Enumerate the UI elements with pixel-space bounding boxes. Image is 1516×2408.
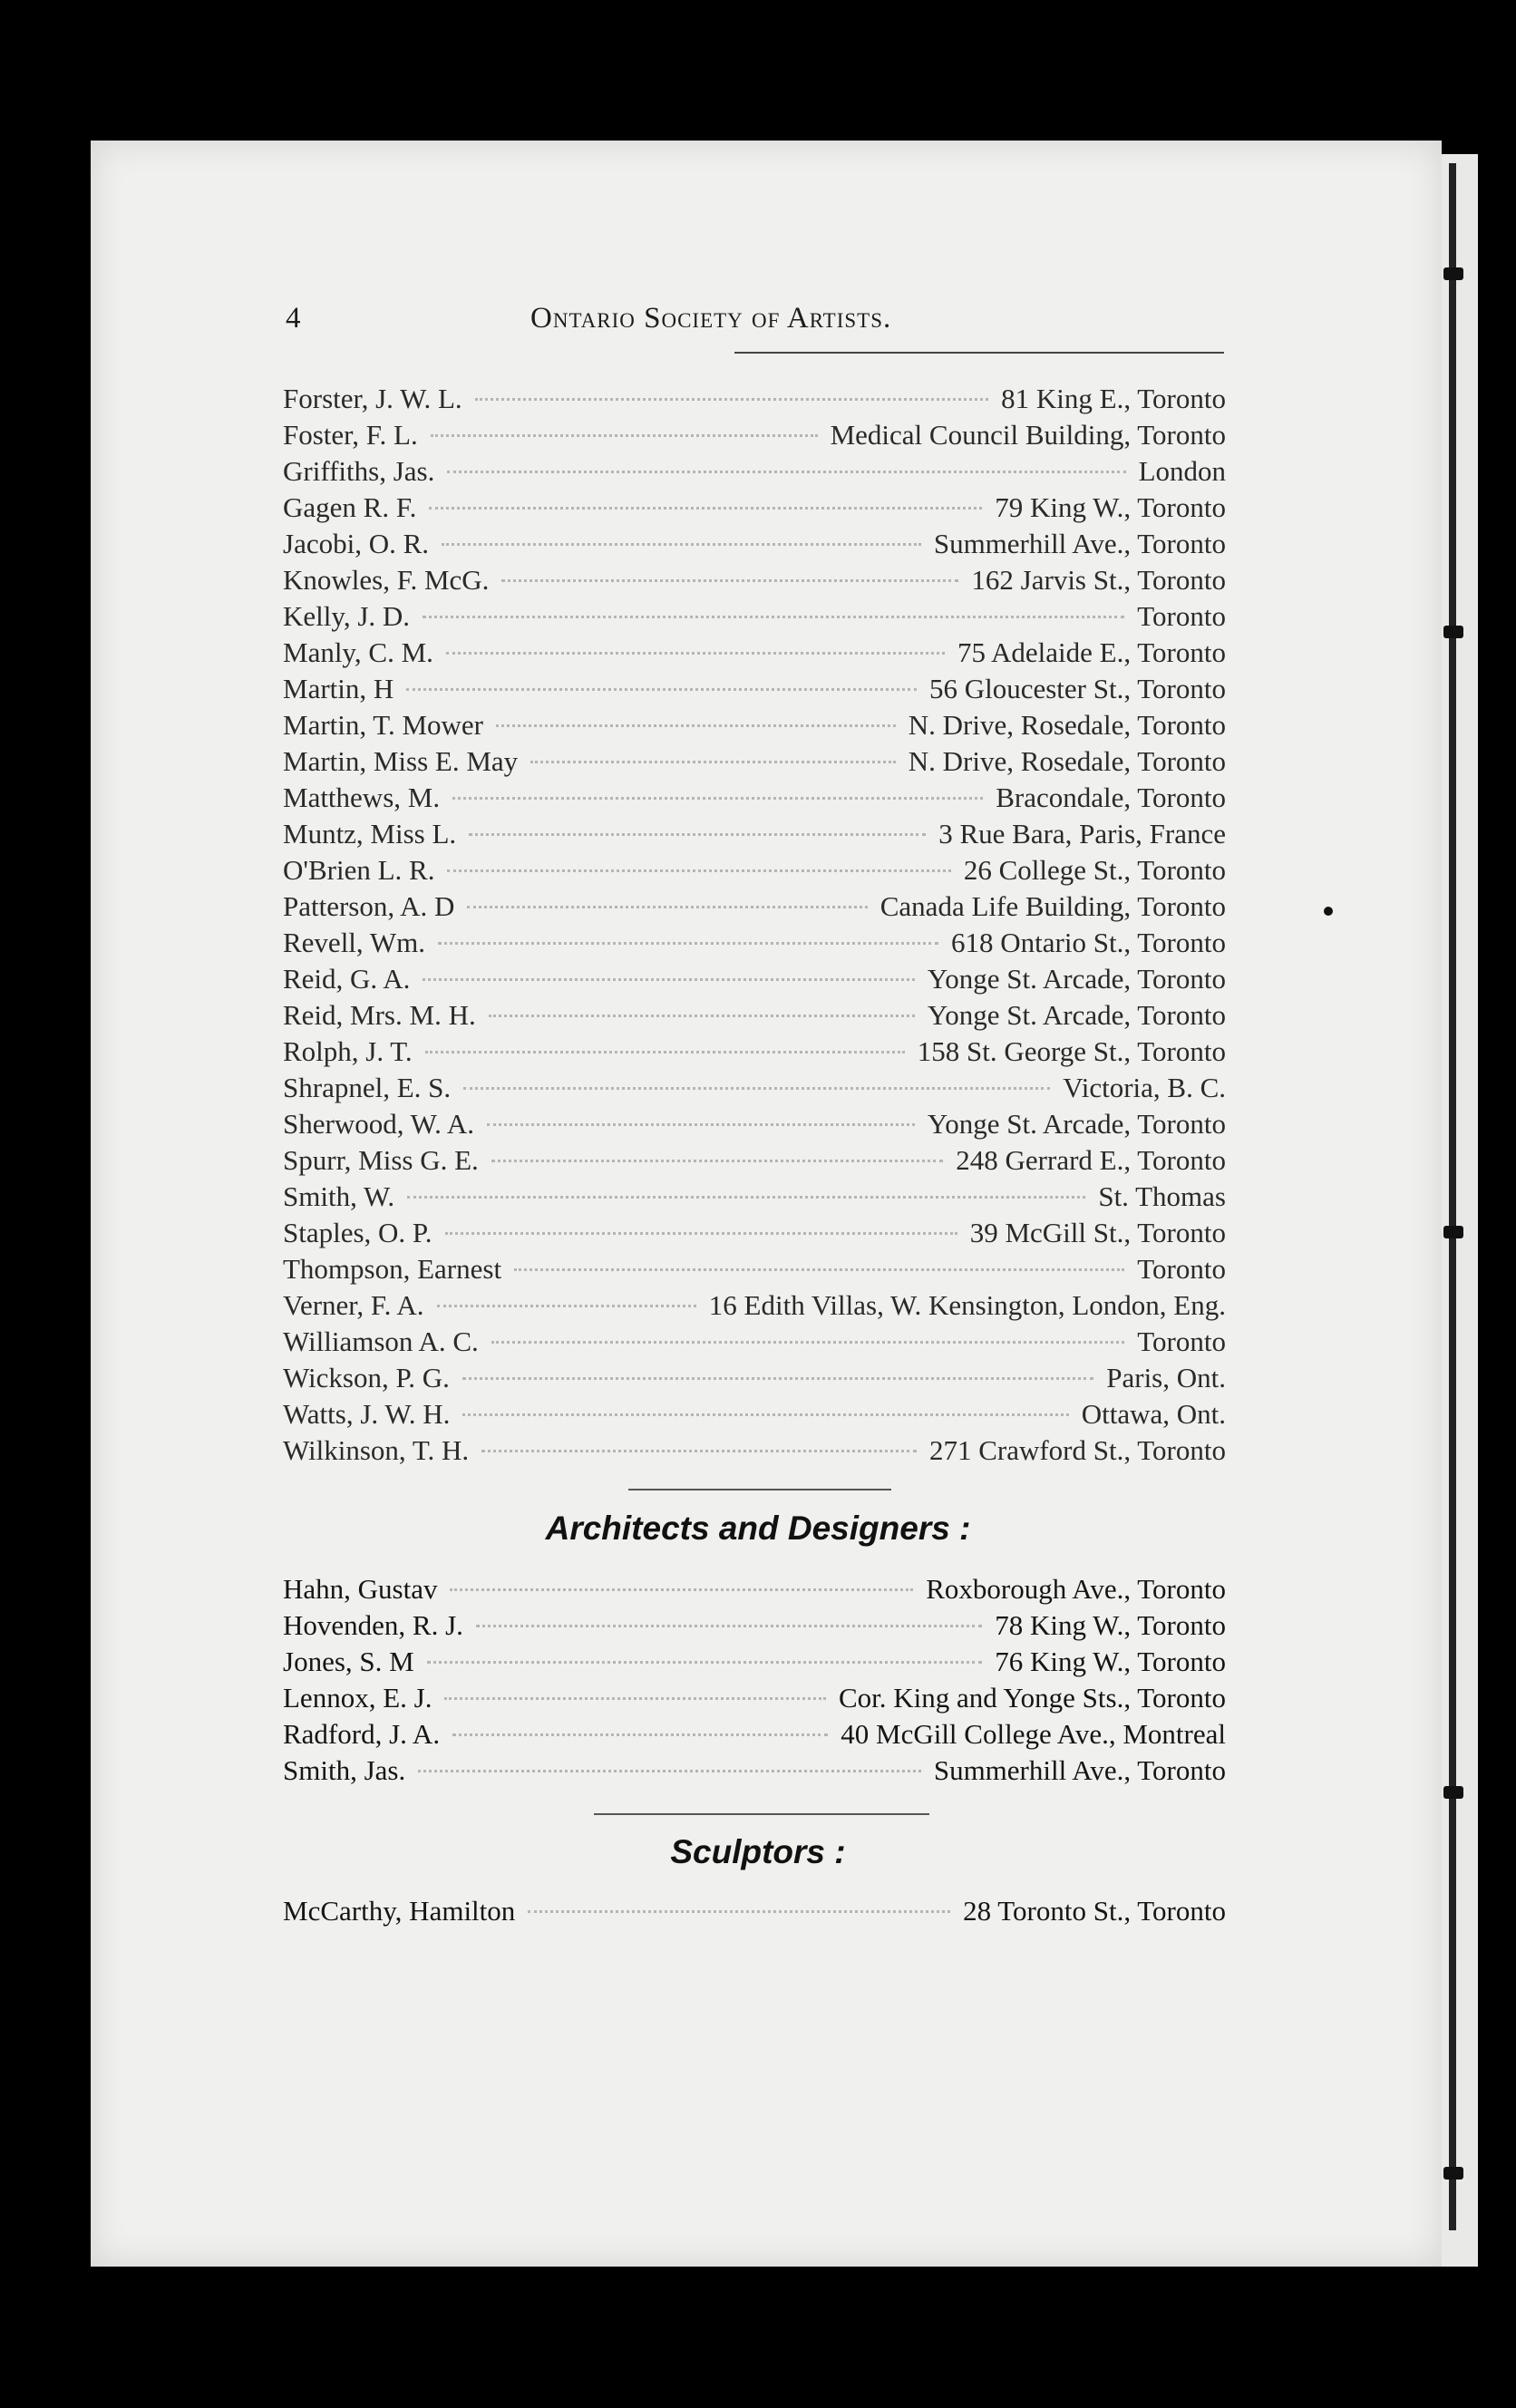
directory-entry bbox=[283, 961, 1226, 997]
section-divider bbox=[594, 1813, 929, 1815]
entry-name: Forster, J. W. L. bbox=[283, 383, 462, 414]
entry-address: 271 Crawford St., Toronto bbox=[928, 1434, 1226, 1466]
directory-entry bbox=[283, 1680, 1226, 1716]
leader-dots bbox=[431, 433, 818, 437]
leader-dots bbox=[475, 397, 988, 401]
entry-name: Sherwood, W. A. bbox=[283, 1108, 474, 1140]
entry-name: Kelly, J. D. bbox=[283, 600, 411, 632]
leader-dots bbox=[452, 796, 983, 800]
entry-address: Yonge St. Arcade, Toronto bbox=[927, 963, 1226, 995]
leader-dots bbox=[429, 506, 982, 510]
header-rule bbox=[734, 352, 1224, 354]
leader-dots bbox=[437, 1304, 696, 1307]
directory-entry bbox=[283, 1287, 1226, 1324]
entry-name: Martin, T. Mower bbox=[283, 709, 483, 741]
entry-name: Revell, Wm. bbox=[283, 927, 425, 958]
leader-dots bbox=[462, 1413, 1068, 1416]
entry-address: St. Thomas bbox=[1098, 1180, 1226, 1212]
entry-address: Roxborough Ave., Toronto bbox=[926, 1573, 1226, 1605]
entry-name: Hahn, Gustav bbox=[283, 1573, 438, 1605]
directory-entry bbox=[283, 562, 1226, 598]
leader-dots bbox=[487, 1122, 915, 1126]
leader-dots bbox=[528, 1909, 950, 1913]
entry-address: 79 King W., Toronto bbox=[995, 491, 1226, 523]
leader-dots bbox=[445, 1231, 957, 1235]
entry-address: 162 Jarvis St., Toronto bbox=[971, 564, 1226, 596]
entry-name: Spurr, Miss G. E. bbox=[283, 1144, 479, 1176]
entry-name: Wilkinson, T. H. bbox=[283, 1434, 470, 1466]
entry-address: Yonge St. Arcade, Toronto bbox=[927, 999, 1226, 1031]
leader-dots bbox=[452, 1733, 828, 1736]
entry-name: Patterson, A. D bbox=[283, 890, 455, 922]
entry-name: McCarthy, Hamilton bbox=[283, 1895, 516, 1927]
leader-dots bbox=[406, 687, 917, 691]
entry-name: Staples, O. P. bbox=[283, 1217, 432, 1248]
entry-name: Thompson, Earnest bbox=[283, 1253, 502, 1285]
page-number: 4 bbox=[286, 302, 302, 335]
entry-name: Radford, J. A. bbox=[283, 1718, 441, 1750]
leader-dots bbox=[491, 1159, 944, 1162]
directory-entry bbox=[283, 381, 1226, 417]
artists-list bbox=[283, 381, 1226, 1469]
entry-address: Toronto bbox=[1137, 1253, 1226, 1285]
leader-dots bbox=[496, 723, 896, 727]
directory-entry bbox=[283, 780, 1226, 816]
architects-list bbox=[283, 1571, 1226, 1789]
entry-name: Jones, S. M bbox=[283, 1646, 414, 1677]
entry-name: Matthews, M. bbox=[283, 782, 441, 813]
entry-address: N. Drive, Rosedale, Toronto bbox=[908, 709, 1226, 741]
entry-address: Medical Council Building, Toronto bbox=[830, 419, 1226, 451]
leader-dots bbox=[481, 1449, 917, 1452]
entry-address: Toronto bbox=[1137, 1325, 1226, 1357]
entry-address: Victoria, B. C. bbox=[1063, 1072, 1226, 1103]
leader-dots bbox=[469, 832, 926, 836]
entry-address: 81 King E., Toronto bbox=[1001, 383, 1226, 414]
entry-name: Verner, F. A. bbox=[283, 1289, 424, 1321]
entry-name: Knowles, F. McG. bbox=[283, 564, 490, 596]
entry-address: 3 Rue Bara, Paris, France bbox=[938, 818, 1226, 850]
binding-edge bbox=[1442, 154, 1478, 2267]
binding-stitch bbox=[1443, 626, 1463, 638]
directory-entry bbox=[283, 816, 1226, 852]
leader-dots bbox=[462, 1376, 1093, 1380]
entry-name: Smith, W. bbox=[283, 1180, 395, 1212]
entry-name: Shrapnel, E. S. bbox=[283, 1072, 452, 1103]
entry-name: Martin, H bbox=[283, 673, 394, 704]
leader-dots bbox=[446, 651, 945, 655]
leader-dots bbox=[463, 1086, 1050, 1090]
running-title: Ontario Society of Artists. bbox=[530, 302, 892, 335]
binding-stitch bbox=[1443, 267, 1463, 280]
leader-dots bbox=[418, 1769, 921, 1772]
entry-address: Ottawa, Ont. bbox=[1081, 1398, 1226, 1430]
entry-name: Foster, F. L. bbox=[283, 419, 418, 451]
leader-dots bbox=[476, 1624, 982, 1627]
directory-entry bbox=[283, 997, 1226, 1034]
directory-entry bbox=[283, 888, 1226, 925]
entry-name: Lennox, E. J. bbox=[283, 1682, 432, 1714]
entry-address: 158 St. George St., Toronto bbox=[917, 1035, 1226, 1067]
entry-address: Paris, Ont. bbox=[1106, 1362, 1226, 1393]
entry-name: Williamson A. C. bbox=[283, 1325, 479, 1357]
entry-name: O'Brien L. R. bbox=[283, 854, 435, 886]
entry-address: Bracondale, Toronto bbox=[996, 782, 1226, 813]
entry-name: Martin, Miss E. May bbox=[283, 745, 519, 777]
entry-address: Yonge St. Arcade, Toronto bbox=[927, 1108, 1226, 1140]
entry-address: 618 Ontario St., Toronto bbox=[951, 927, 1226, 958]
entry-address: 78 King W., Toronto bbox=[995, 1609, 1226, 1641]
ink-speck bbox=[1324, 907, 1333, 916]
entry-address: Summerhill Ave., Toronto bbox=[933, 1754, 1226, 1786]
leader-dots bbox=[450, 1588, 913, 1591]
directory-entry bbox=[283, 1893, 1226, 1929]
directory-entry bbox=[283, 1644, 1226, 1680]
leader-dots bbox=[427, 1660, 983, 1664]
architects-heading: Architects and Designers : bbox=[545, 1510, 971, 1547]
binding-stitch bbox=[1443, 2167, 1463, 2180]
entry-name: Watts, J. W. H. bbox=[283, 1398, 451, 1430]
directory-entry bbox=[283, 1179, 1226, 1215]
leader-dots bbox=[447, 470, 1125, 473]
directory-entry bbox=[283, 453, 1226, 490]
leader-dots bbox=[501, 578, 958, 582]
sculptors-list bbox=[283, 1893, 1226, 1929]
entry-name: Reid, G. A. bbox=[283, 963, 411, 995]
binding-stitch bbox=[1443, 1786, 1463, 1799]
entry-address: 39 McGill St., Toronto bbox=[969, 1217, 1226, 1248]
binding-stitch bbox=[1443, 1226, 1463, 1238]
entry-address: Summerhill Ave., Toronto bbox=[933, 528, 1226, 559]
directory-entry bbox=[283, 1360, 1226, 1396]
leader-dots bbox=[425, 1050, 905, 1054]
leader-dots bbox=[442, 542, 921, 546]
directory-entry bbox=[283, 1607, 1226, 1644]
directory-entry bbox=[283, 1396, 1226, 1432]
sculptors-heading: Sculptors : bbox=[670, 1833, 846, 1870]
leader-dots bbox=[423, 615, 1124, 618]
entry-address: 76 King W., Toronto bbox=[995, 1646, 1226, 1677]
entry-address: 56 Gloucester St., Toronto bbox=[928, 673, 1226, 704]
entry-name: Rolph, J. T. bbox=[283, 1035, 413, 1067]
entry-name: Manly, C. M. bbox=[283, 636, 433, 668]
entry-name: Reid, Mrs. M. H. bbox=[283, 999, 476, 1031]
leader-dots bbox=[438, 941, 938, 945]
directory-entry bbox=[283, 598, 1226, 635]
directory-entry bbox=[283, 1215, 1226, 1251]
leader-dots bbox=[423, 977, 915, 981]
directory-entry bbox=[283, 1432, 1226, 1469]
page-header bbox=[286, 302, 1224, 347]
entry-address: 16 Edith Villas, W. Kensington, London, Eng. bbox=[708, 1289, 1226, 1321]
entry-name: Gagen R. F. bbox=[283, 491, 417, 523]
directory-entry bbox=[283, 1716, 1226, 1753]
entry-address: 248 Gerrard E., Toronto bbox=[956, 1144, 1226, 1176]
directory-entry bbox=[283, 1324, 1226, 1360]
entry-address: 75 Adelaide E., Toronto bbox=[957, 636, 1226, 668]
entry-name: Muntz, Miss L. bbox=[283, 818, 457, 850]
directory-entry bbox=[283, 852, 1226, 888]
leader-dots bbox=[530, 760, 896, 763]
directory-entry bbox=[283, 1034, 1226, 1070]
entry-address: Cor. King and Yonge Sts., Toronto bbox=[838, 1682, 1226, 1714]
directory-entry bbox=[283, 1571, 1226, 1607]
directory-entry bbox=[283, 1106, 1226, 1142]
entry-name: Hovenden, R. J. bbox=[283, 1609, 463, 1641]
entry-name: Griffiths, Jas. bbox=[283, 455, 435, 487]
directory-entry bbox=[283, 743, 1226, 780]
entry-name: Wickson, P. G. bbox=[283, 1362, 450, 1393]
leader-dots bbox=[467, 905, 867, 908]
leader-dots bbox=[491, 1340, 1125, 1344]
binding-thread bbox=[1449, 163, 1456, 2230]
directory-entry bbox=[283, 925, 1226, 961]
directory-entry bbox=[283, 635, 1226, 671]
entry-address: Canada Life Building, Toronto bbox=[879, 890, 1226, 922]
directory-entry bbox=[283, 671, 1226, 707]
entry-address: N. Drive, Rosedale, Toronto bbox=[908, 745, 1226, 777]
leader-dots bbox=[407, 1195, 1085, 1199]
directory-entry bbox=[283, 707, 1226, 743]
directory-entry bbox=[283, 1251, 1226, 1287]
directory-entry bbox=[283, 1142, 1226, 1179]
entry-name: Jacobi, O. R. bbox=[283, 528, 430, 559]
entry-address: London bbox=[1138, 455, 1226, 487]
entry-address: Toronto bbox=[1137, 600, 1226, 632]
leader-dots bbox=[514, 1267, 1124, 1271]
entry-address: 26 College St., Toronto bbox=[963, 854, 1226, 886]
leader-dots bbox=[489, 1014, 915, 1017]
leader-dots bbox=[444, 1696, 826, 1700]
entry-address: 40 McGill College Ave., Montreal bbox=[841, 1718, 1226, 1750]
entry-address: 28 Toronto St., Toronto bbox=[963, 1895, 1226, 1927]
leader-dots bbox=[447, 869, 950, 872]
directory-entry bbox=[283, 1070, 1226, 1106]
directory-entry bbox=[283, 490, 1226, 526]
section-divider bbox=[628, 1489, 891, 1490]
directory-entry bbox=[283, 526, 1226, 562]
entry-name: Smith, Jas. bbox=[283, 1754, 406, 1786]
directory-entry bbox=[283, 1753, 1226, 1789]
directory-entry bbox=[283, 417, 1226, 453]
